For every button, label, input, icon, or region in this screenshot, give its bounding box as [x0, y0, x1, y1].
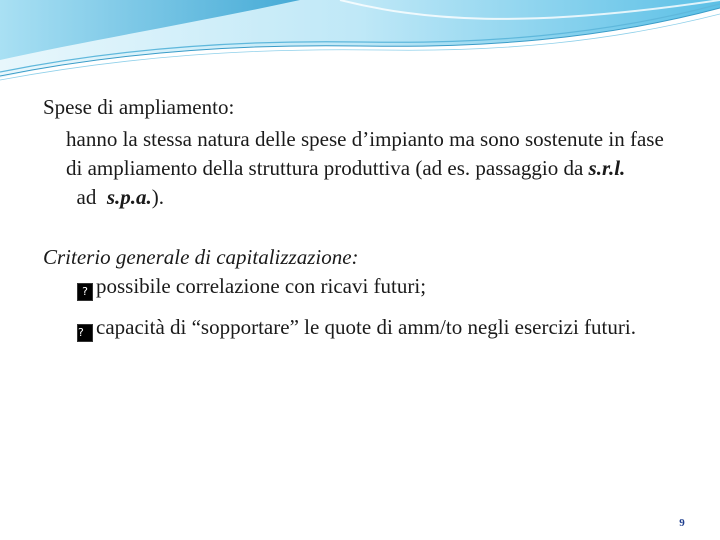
- bullet-item: [82, 272, 675, 301]
- abbr-srl: s.r.l.: [588, 156, 626, 180]
- abbr-spa: s.p.a.: [106, 185, 152, 209]
- header-wave-decoration: [0, 0, 720, 90]
- criterio-title: Criterio generale di capitalizzazione:: [43, 245, 359, 269]
- slide-paragraph: [66, 125, 675, 212]
- bullet-text: possibile correlazione con ricavi futuri;: [96, 274, 427, 298]
- page-number: 9: [679, 517, 685, 529]
- slide-heading: Spese di ampliamento:: [43, 95, 235, 119]
- bullet-item: [78, 313, 675, 342]
- paragraph-text: ad: [66, 185, 107, 209]
- paragraph-text: hanno la stessa natura delle spese d’impianto ma sono sostenute in fase di ampliamento della struttura produttiva (ad es. passaggio da: [66, 127, 664, 180]
- slide-content: [43, 93, 675, 342]
- paragraph-text: ).: [151, 185, 165, 209]
- bullet-glyph-icon: ?: [77, 324, 93, 342]
- bullet-text: capacità di “sopportare” le quote di amm/to negli esercizi futuri.: [96, 315, 636, 339]
- bullet-glyph-icon: ?: [77, 283, 93, 301]
